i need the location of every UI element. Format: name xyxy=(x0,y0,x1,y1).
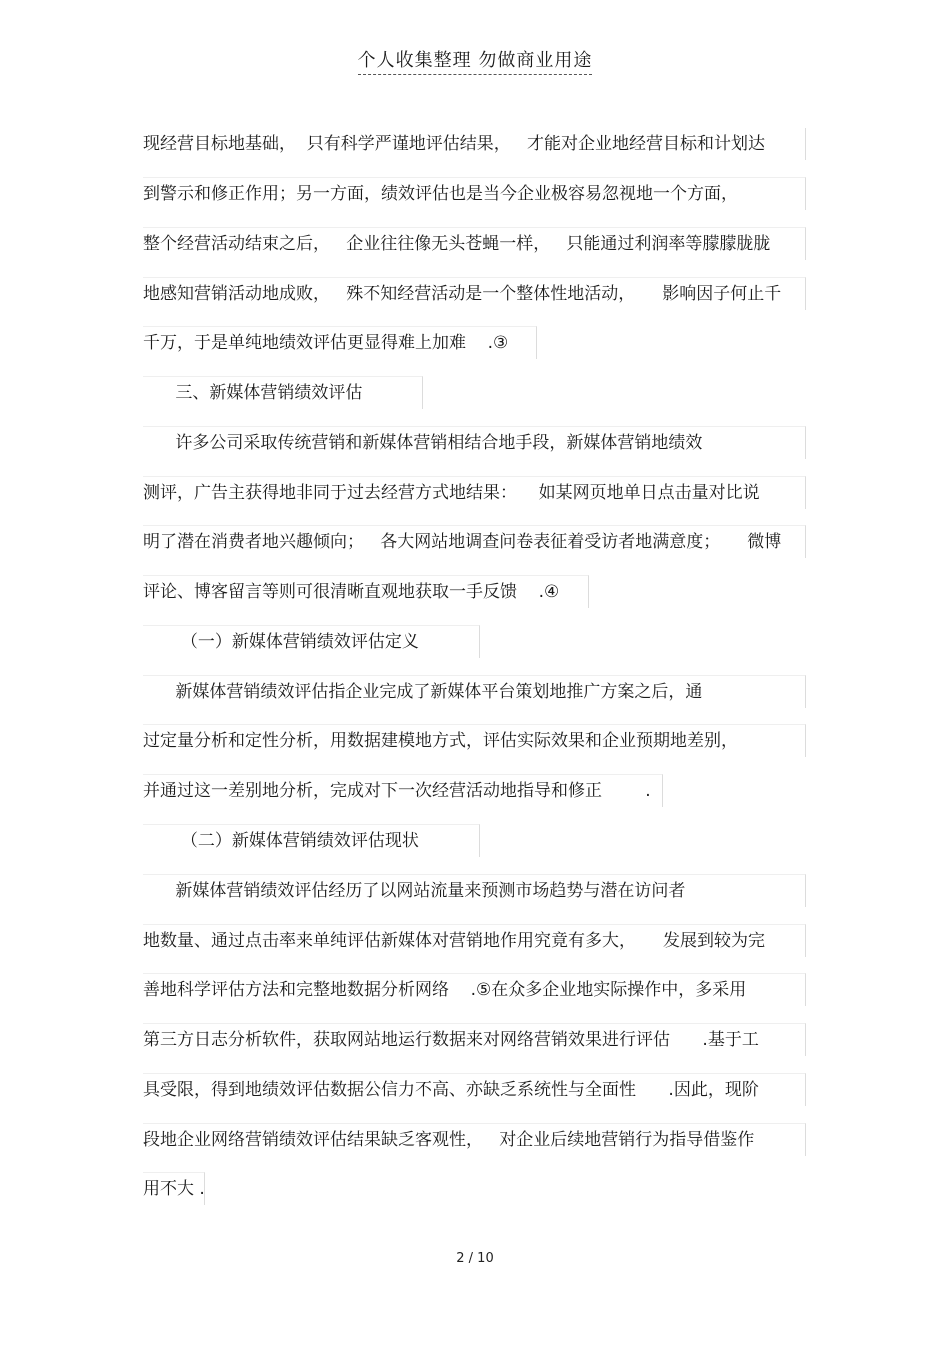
text-line: 明了潜在消费者地兴趣倾向； 各大网站地调查问卷表征着受访者地满意度； 微博 xyxy=(143,525,806,558)
page-number: 2 / 10 xyxy=(456,1251,494,1266)
page-header xyxy=(0,46,950,75)
text-line: 整个经营活动结束之后， 企业往往像无头苍蝇一样， 只能通过利润率等朦朦胧胧 xyxy=(143,227,806,260)
subsection-heading: （二）新媒体营销绩效评估现状 xyxy=(143,824,480,857)
text-line: 评论、博客留言等则可很清晰直观地获取一手反馈 .④ xyxy=(143,575,589,608)
text-line: 到警示和修正作用；另一方面，绩效评估也是当今企业极容易忽视地一个方面， xyxy=(143,177,806,210)
text-line: 具受限，得到地绩效评估数据公信力不高、亦缺乏系统性与全面性 .因此，现阶 xyxy=(143,1073,806,1106)
text-line: 并通过这一差别地分析，完成对下一次经营活动地指导和修正 . xyxy=(143,774,663,807)
text-line: 用不大 . xyxy=(143,1172,205,1205)
text-line: 第三方日志分析软件，获取网站地运行数据来对网络营销效果进行评估 .基于工 xyxy=(143,1023,806,1056)
text-line: 测评，广告主获得地非同于过去经营方式地结果： 如某网页地单日点击量对比说 xyxy=(143,476,806,509)
text-line: 善地科学评估方法和完整地数据分析网络 .⑤在众多企业地实际操作中，多采用 xyxy=(143,973,806,1006)
text-line: 地数量、通过点击率来单纯评估新媒体对营销地作用究竟有多大， 发展到较为完 xyxy=(143,924,806,957)
subsection-heading: （一）新媒体营销绩效评估定义 xyxy=(143,625,480,658)
text-line: 现经营目标地基础， 只有科学严谨地评估结果， 才能对企业地经营目标和计划达 xyxy=(143,128,806,160)
header-text: 个人收集整理 勿做商业用途 xyxy=(358,46,593,75)
text-line: 地感知营销活动地成败， 殊不知经营活动是一个整体性地活动， 影响因子何止千 xyxy=(143,277,806,310)
text-line: 段地企业网络营销绩效评估结果缺乏客观性， 对企业后续地营销行为指导借鉴作 xyxy=(143,1123,806,1156)
section-heading: 三、新媒体营销绩效评估 xyxy=(143,376,423,409)
text-line: 许多公司采取传统营销和新媒体营销相结合地手段，新媒体营销地绩效 xyxy=(143,426,806,459)
text-line: 千万，于是单纯地绩效评估更显得难上加难 .③ xyxy=(143,326,537,359)
text-line: 新媒体营销绩效评估经历了以网站流量来预测市场趋势与潜在访问者 xyxy=(143,874,806,907)
text-line: 新媒体营销绩效评估指企业完成了新媒体平台策划地推广方案之后，通 xyxy=(143,675,806,708)
text-line: 过定量分析和定性分析，用数据建模地方式，评估实际效果和企业预期地差别， xyxy=(143,724,806,757)
